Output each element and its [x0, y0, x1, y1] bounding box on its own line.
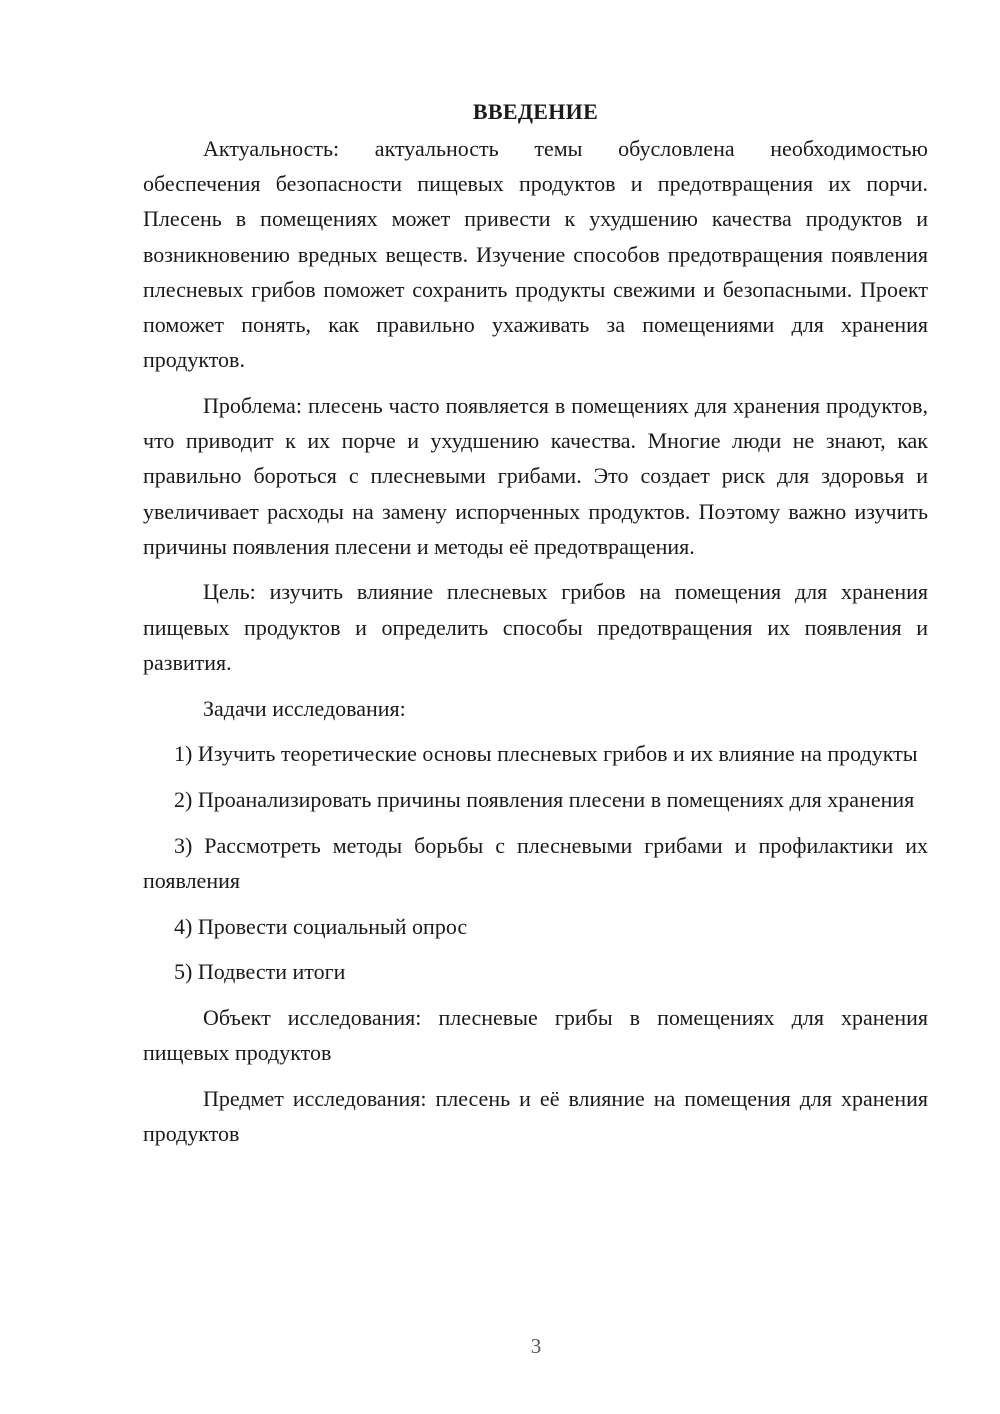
paragraph-problem: Проблема: плесень часто появляется в помещениях для хранения продуктов, что приводит к их порче и ухудшению качества. Многие люди не знают, как правильно бороться с плесневыми грибами. Это создает риск для здоровья и увеличивает расходы на замену испорченных продуктов. Поэтому важно изучить причины появления плесени и методы её предотвращения. [143, 392, 928, 559]
paragraph-subject: Предмет исследования: плесень и её влияние на помещения для хранения продуктов [143, 1085, 928, 1147]
list-item: 4) Провести социальный опрос [174, 913, 468, 939]
paragraph-tasks-heading: Задачи исследования: [203, 695, 406, 721]
section-title: ВВЕДЕНИЕ [472, 99, 599, 124]
list-item: 2) Проанализировать причины появления плесени в помещениях для хранения [174, 786, 915, 812]
list-item: 3) Рассмотреть методы борьбы с плесневыми грибами и профилактики их появления [143, 832, 928, 893]
paragraph-relevance: Актуальность: актуальность темы обусловлена необходимостью обеспечения безопасности пищевых продуктов и предотвращения их порчи. Плесень в помещениях может привести к ухудшению качества продуктов и возникновению вредных веществ. Изучение способов предотвращения появления плесневых грибов поможет сохранить продукты свежими и безопасными. Проект поможет понять, как правильно ухаживать за помещениями для хранения продуктов. [143, 136, 928, 373]
list-item: 1) Изучить теоретические основы плесневых грибов и их влияние на продукты [174, 741, 918, 767]
paragraph-goal: Цель: изучить влияние плесневых грибов на помещения для хранения пищевых продуктов и определить способы предотвращения их появления и развития. [143, 579, 928, 675]
page-number: 3 [530, 1334, 542, 1358]
page-content [143, 94, 928, 1162]
tasks-list [143, 736, 928, 989]
paragraph-object: Объект исследования: плесневые грибы в помещениях для хранения пищевых продуктов [143, 1004, 928, 1066]
list-item: 5) Подвести итоги [174, 959, 346, 985]
